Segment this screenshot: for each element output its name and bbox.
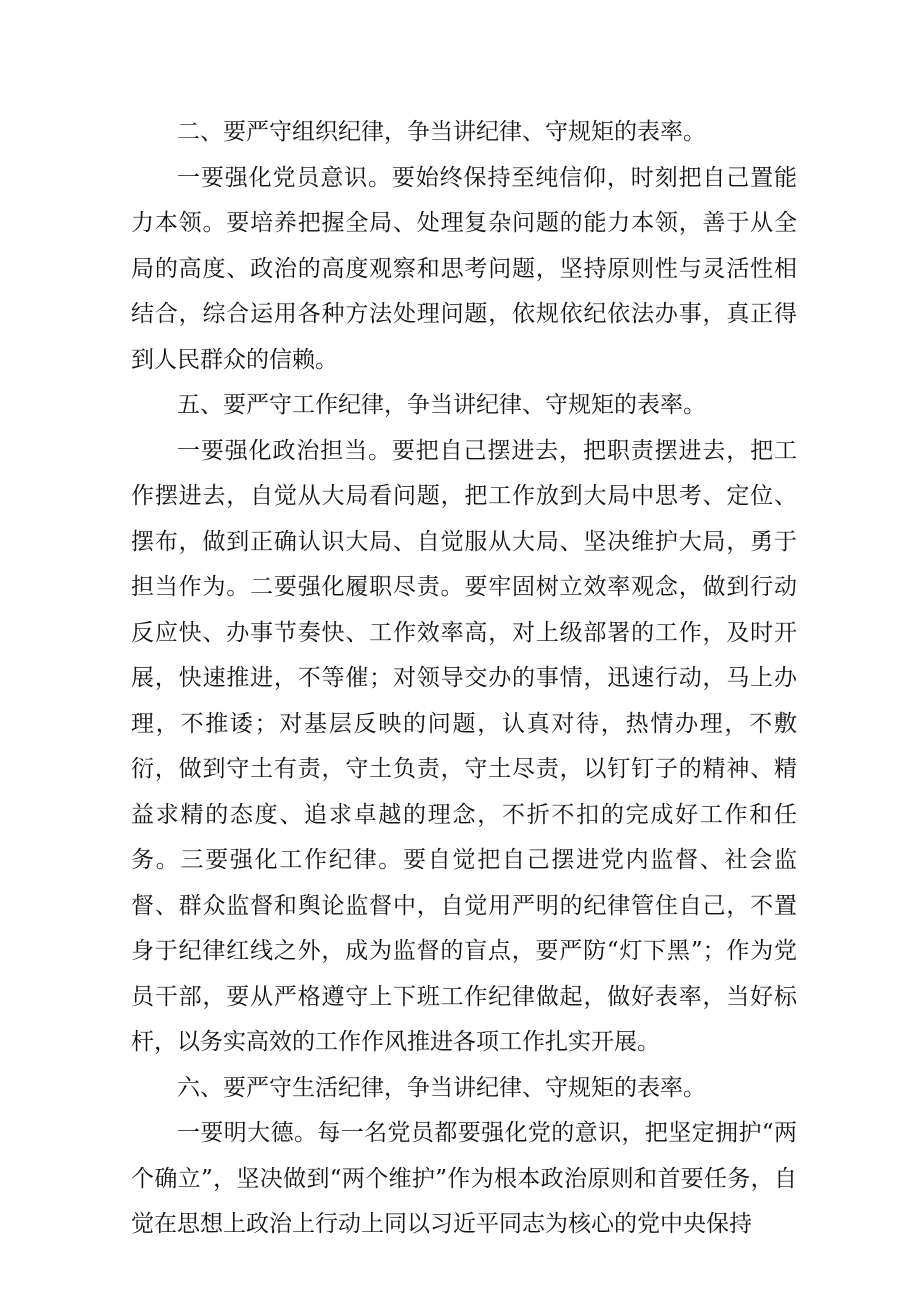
section-heading-5: 五、要严守工作纪律，争当讲纪律、守规矩的表率。	[177, 392, 706, 418]
section-heading-6: 六、要严守生活纪律，争当讲纪律、守规矩的表率。	[177, 1074, 706, 1101]
paragraph-work-discipline: 一要强化政治担当。要把自己摆进去，把职责摆进去，把工作摆进去，自觉从大局看问题，把工作放到大局中思考、定位、摆布，做到正确认识大局、自觉服从大局、坚决维护大局，勇于担当作为。二要强化履职尽责。要牢固树立效率观念，做到行动反应快、办事节奏快、工作效率高，对上级部署的工作，及时开展，快速推进，不等催；对领导交办的事情，迅速行动，马上办理，不推诿；对基层反映的问题，认真对待，热情办理，不敷衍，做到守土有责，守土负责，守土尽责，以钉钉子的精神、精益求精的态度、追求卓越的理念，不折不扣的完成好工作和任务。三要强化工作纪律。要自觉把自己摆进党内监督、社会监督、群众监督和舆论监督中，自觉用严明的纪律管住自己，不置身于纪律红线之外，成为监督的盲点，要严防“灯下黑”；作为党员干部，要从严格遵守上下班工作纪律做起，做好表率，当好标杆，以务实高效的工作作风推进各项工作扎实开展。	[131, 437, 797, 1055]
section-heading-2: 二、要严守组织纪律，争当讲纪律、守规矩的表率。	[177, 119, 706, 145]
paragraph-party-member-awareness: 一要强化党员意识。要始终保持至纯信仰，时刻把自己置能力本领。要培养把握全局、处理复杂问题的能力本领，善于从全局的高度、政治的高度观察和思考问题，坚持原则性与灵活性相结合，综合运用各种方法处理问题，依规依纪依法办事，真正得到人民群众的信赖。	[131, 164, 797, 373]
paragraph-great-virtue: 一要明大德。每一名党员都要强化党的意识，把坚定拥护“两个确立”，坚决做到“两个维护”作为根本政治原则和首要任务，自觉在思想上政治上行动上同以习近平同志为核心的党中央保持	[131, 1120, 797, 1237]
document-body	[131, 110, 797, 1248]
